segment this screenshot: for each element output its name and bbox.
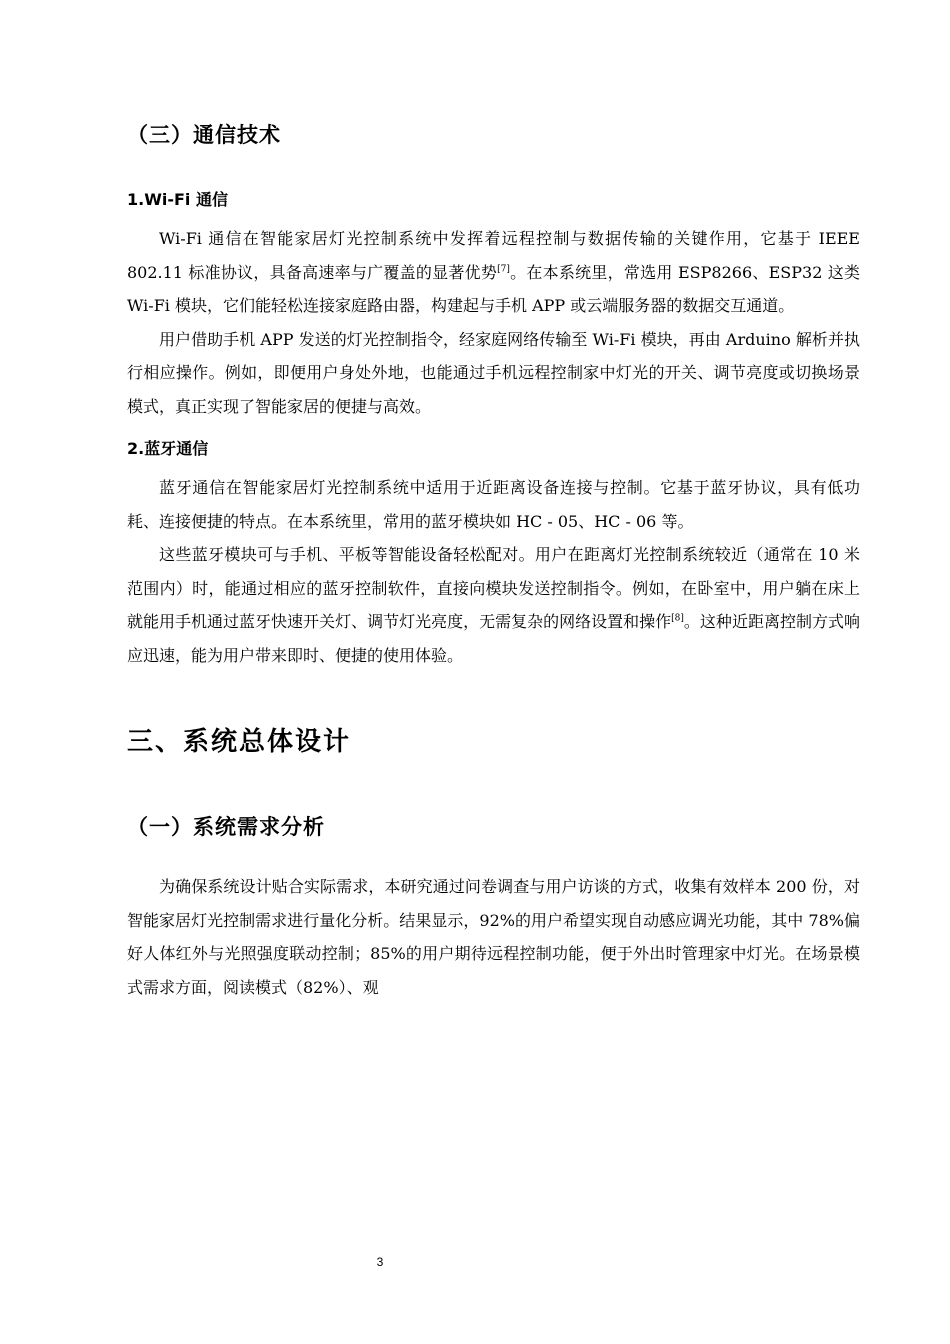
citation-ref: [8] xyxy=(671,613,684,624)
section-heading-communication: （三）通信技术 xyxy=(127,123,281,147)
paragraph-text: 。这种近距离控制方式响应迅速，能为用户带来即时、便捷的使用体验。 xyxy=(127,612,860,665)
paragraph-text: 这些蓝牙模块可与手机、平板等智能设备轻松配对。用户在距离灯光控制系统较近（通常在 10 米范围内）时，能通过相应的蓝牙控制软件，直接向模块发送控制指令。例如，在卧室中，用户躺在床上就能用手机通过蓝牙快速开关灯、调节灯光亮度，无需复杂的网络设置和操作 xyxy=(127,545,860,631)
paragraph-text: 。在本系统里，常选用 ESP8266、ESP32 这类 Wi-Fi 模块，它们能轻松连接家庭路由器，构建起与手机 APP 或云端服务器的数据交互通道。 xyxy=(127,262,860,315)
subsection-heading-wifi: 1.Wi-Fi 通信 xyxy=(127,190,228,209)
paragraph-text: Wi-Fi 通信在智能家居灯光控制系统中发挥着远程控制与数据传输的关键作用，它基于 IEEE 802.11 标准协议，具备高速率与广覆盖的显著优势 xyxy=(127,229,860,282)
paragraph-requirements-1: 为确保系统设计贴合实际需求，本研究通过问卷调查与用户访谈的方式，收集有效样本 200 份，对智能家居灯光控制需求进行量化分析。结果显示，92%的用户希望实现自动感应调光功能，其中 78%偏好人体红外与光照强度联动控制；85%的用户期待远程控制功能，便于外出时管理家中灯光。在场景模式需求方面，阅读模式（82%）、观 xyxy=(127,877,860,997)
paragraph-bluetooth-2 xyxy=(127,538,860,672)
page-content xyxy=(127,120,860,1004)
subsection-heading-bluetooth: 2.蓝牙通信 xyxy=(127,439,209,458)
paragraph-bluetooth-1: 蓝牙通信在智能家居灯光控制系统中适用于近距离设备连接与控制。它基于蓝牙协议，具有低功耗、连接便捷的特点。在本系统里，常用的蓝牙模块如 HC - 05、HC - 06 等。 xyxy=(127,478,860,531)
citation-ref: [7] xyxy=(497,264,510,275)
paragraph-wifi-2: 用户借助手机 APP 发送的灯光控制指令，经家庭网络传输至 Wi-Fi 模块，再由 Arduino 解析并执行相应操作。例如，即便用户身处外地，也能通过手机远程控制家中灯光的开关、调节亮度或切换场景模式，真正实现了智能家居的便捷与高效。 xyxy=(127,329,860,416)
page-number: 3 xyxy=(376,1255,384,1269)
section-heading-requirements: （一）系统需求分析 xyxy=(127,815,325,839)
chapter-heading-system-design: 三、系统总体设计 xyxy=(127,727,352,757)
paragraph-wifi-1 xyxy=(127,222,860,323)
